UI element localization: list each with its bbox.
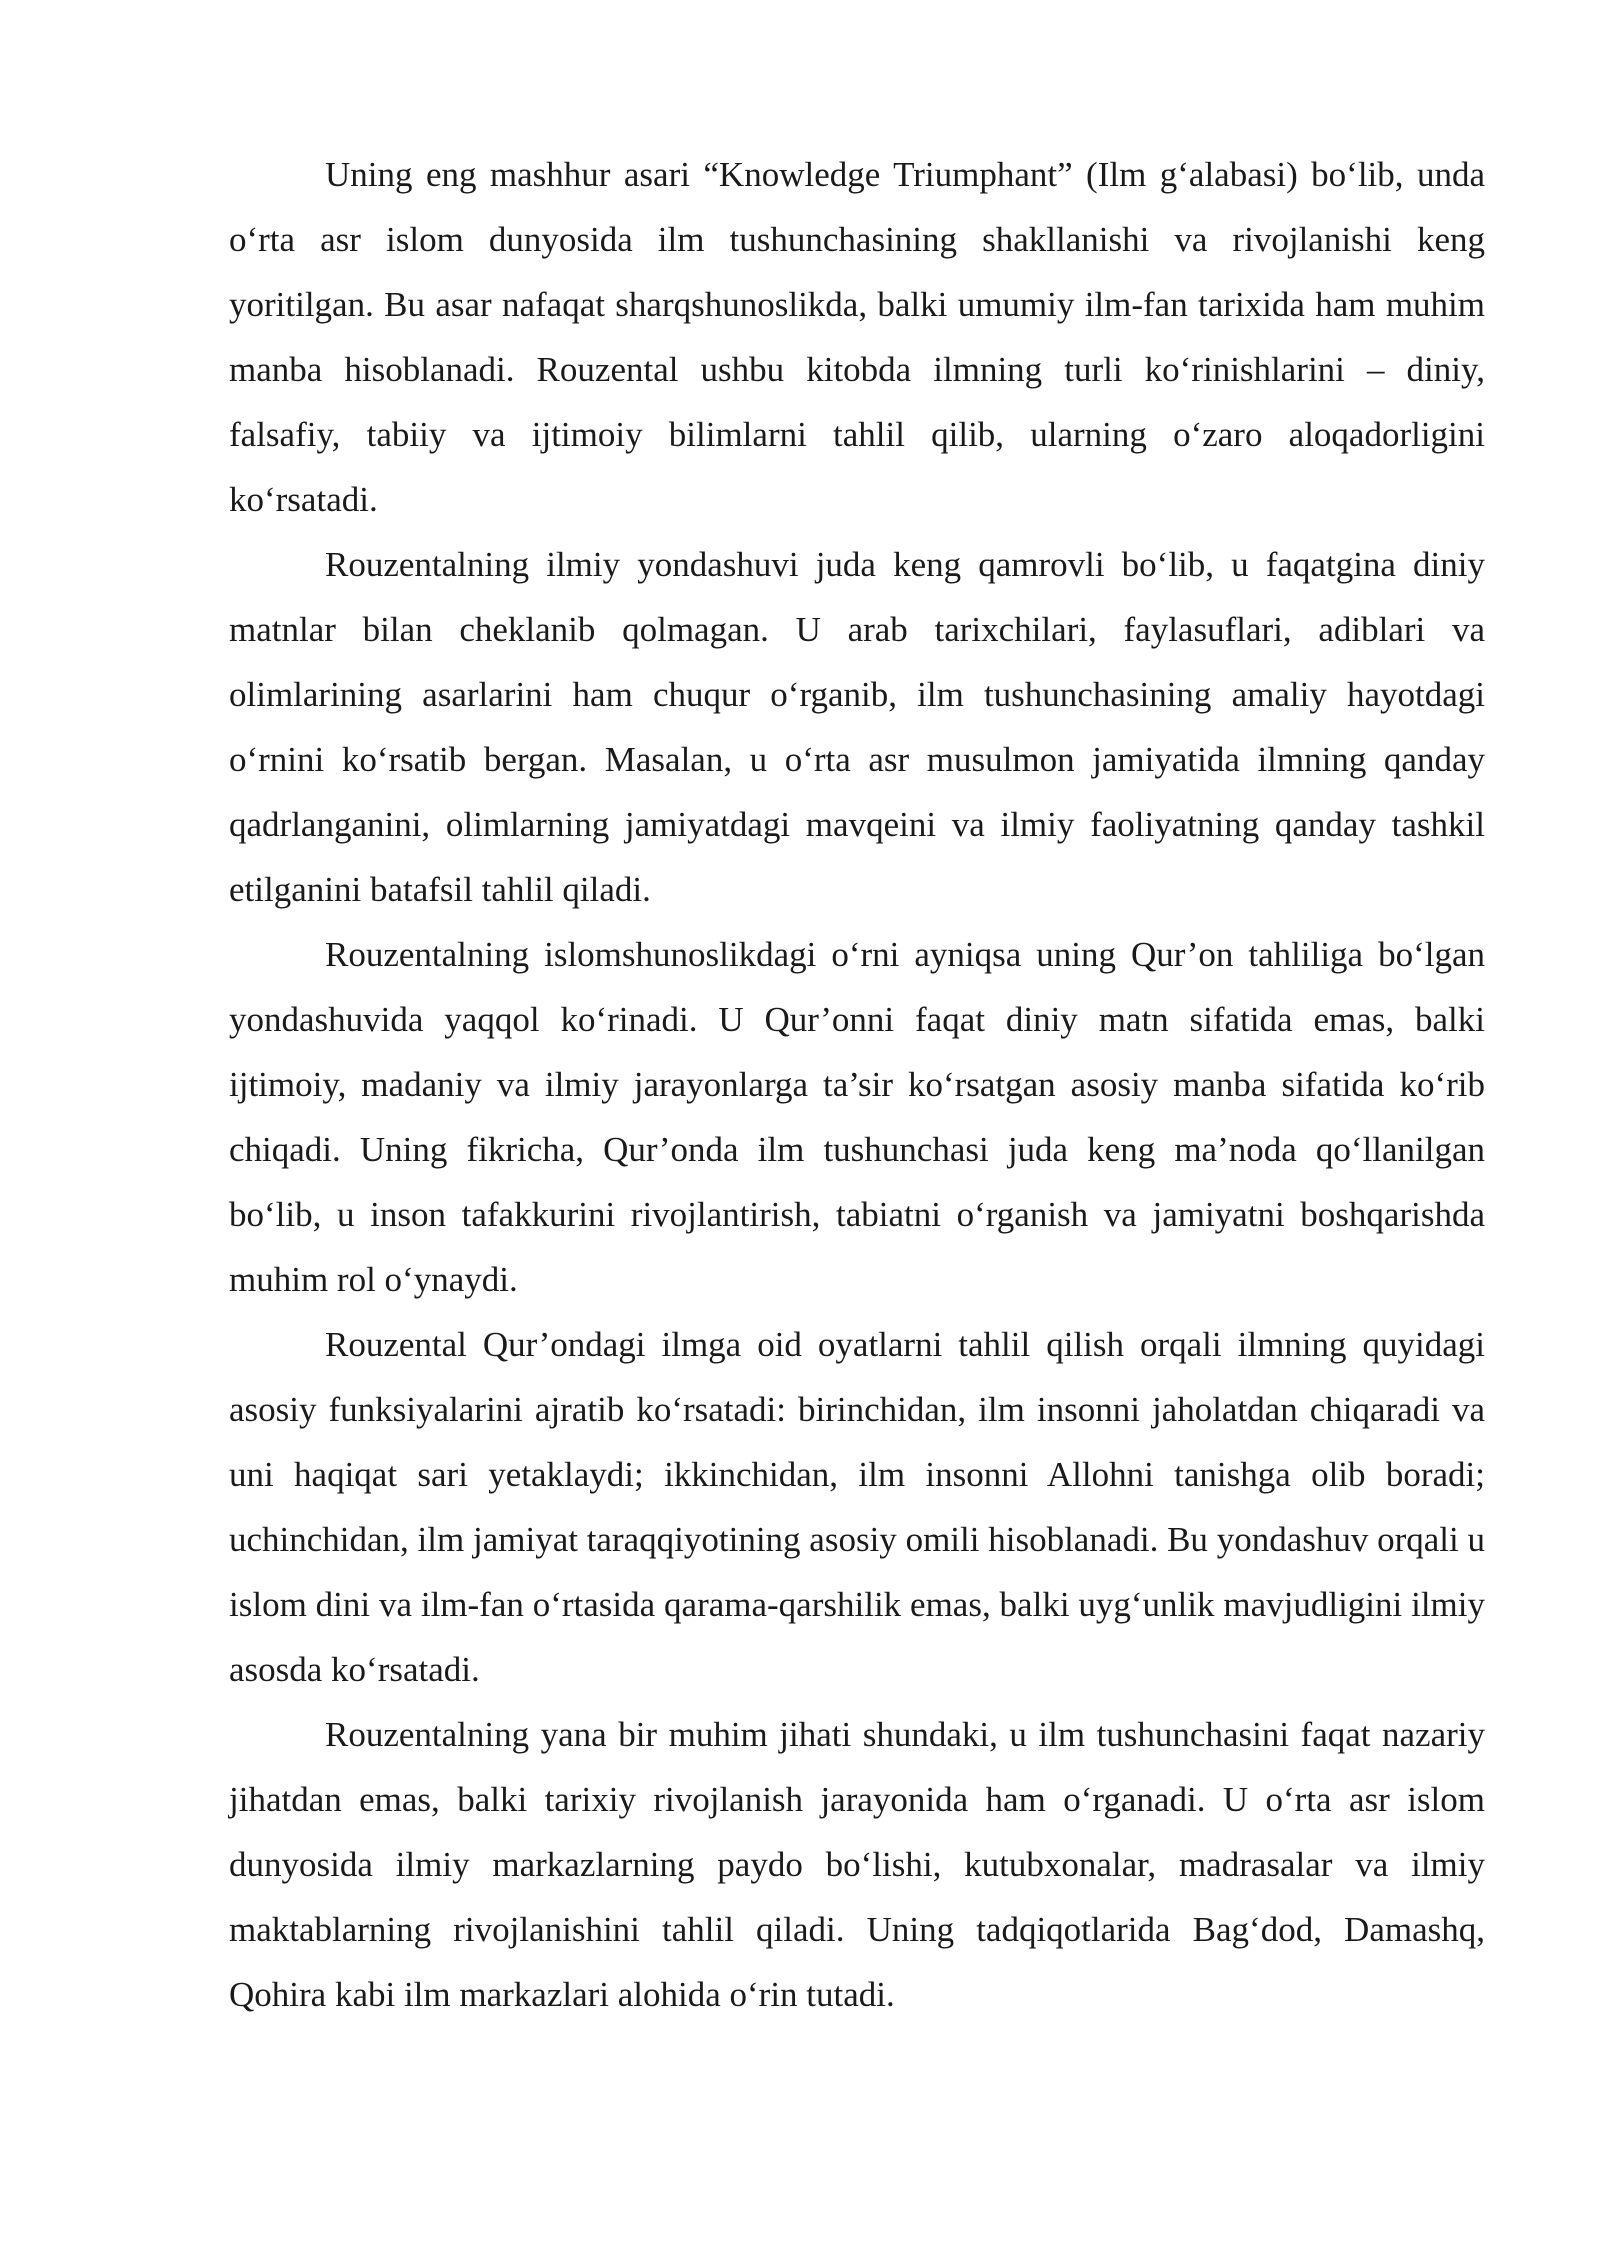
body-text [229,142,1485,2027]
paragraph-4: Rouzental Qur’ondagi ilmga oid oyatlarni tahlil qilish orqali ilmning quyidagi asosiy funksiyalarini ajratib ko‘rsatadi: birinchidan, ilm insonni jaholatdan chiqaradi va uni haqiqat sari yetaklaydi; ikkinchidan, ilm insonni Allohni tanishga olib boradi; uchinchidan, ilm jamiyat taraqqiyotining asosiy omili hisoblanadi. Bu yondashuv orqali u islom dini va ilm-fan o‘rtasida qarama-qarshilik emas, balki uyg‘unlik mavjudligini ilmiy asosda ko‘rsatadi. [229,1325,1485,1689]
paragraph-1: Uning eng mashhur asari “Knowledge Triumphant” (Ilm g‘alabasi) bo‘lib, unda o‘rta asr islom dunyosida ilm tushunchasining shakllanishi va rivojlanishi keng yoritilgan. Bu asar nafaqat sharqshunoslikda, balki umumiy ilm-fan tarixida ham muhim manba hisoblanadi. Rouzental ushbu kitobda ilmning turli ko‘rinishlarini – diniy, falsafiy, tabiiy va ijtimoiy bilimlarni tahlil qilib, ularning o‘zaro aloqadorligini ko‘rsatadi. [229,155,1485,519]
paragraph-3: Rouzentalning islomshunoslikdagi o‘rni ayniqsa uning Qur’on tahliliga bo‘lgan yondashuvida yaqqol ko‘rinadi. U Qur’onni faqat diniy matn sifatida emas, balki ijtimoiy, madaniy va ilmiy jarayonlarga ta’sir ko‘rsatgan asosiy manba sifatida ko‘rib chiqadi. Uning fikricha, Qur’onda ilm tushunchasi juda keng ma’noda qo‘llanilgan bo‘lib, u inson tafakkurini rivojlantirish, tabiatni o‘rganish va jamiyatni boshqarishda muhim rol o‘ynaydi. [229,935,1485,1299]
paragraph-5: Rouzentalning yana bir muhim jihati shundaki, u ilm tushunchasini faqat nazariy jihatdan emas, balki tarixiy rivojlanish jarayonida ham o‘rganadi. U o‘rta asr islom dunyosida ilmiy markazlarning paydo bo‘lishi, kutubxonalar, madrasalar va ilmiy maktablarning rivojlanishini tahlil qiladi. Uning tadqiqotlarida Bag‘dod, Damashq, Qohira kabi ilm markazlari alohida o‘rin tutadi. [229,1715,1485,2014]
paragraph-2: Rouzentalning ilmiy yondashuvi juda keng qamrovli bo‘lib, u faqatgina diniy matnlar bilan cheklanib qolmagan. U arab tarixchilari, faylasuflari, adiblari va olimlarining asarlarini ham chuqur o‘rganib, ilm tushunchasining amaliy hayotdagi o‘rnini ko‘rsatib bergan. Masalan, u o‘rta asr musulmon jamiyatida ilmning qanday qadrlanganini, olimlarning jamiyatdagi mavqeini va ilmiy faoliyatning qanday tashkil etilganini batafsil tahlil qiladi. [229,545,1485,909]
